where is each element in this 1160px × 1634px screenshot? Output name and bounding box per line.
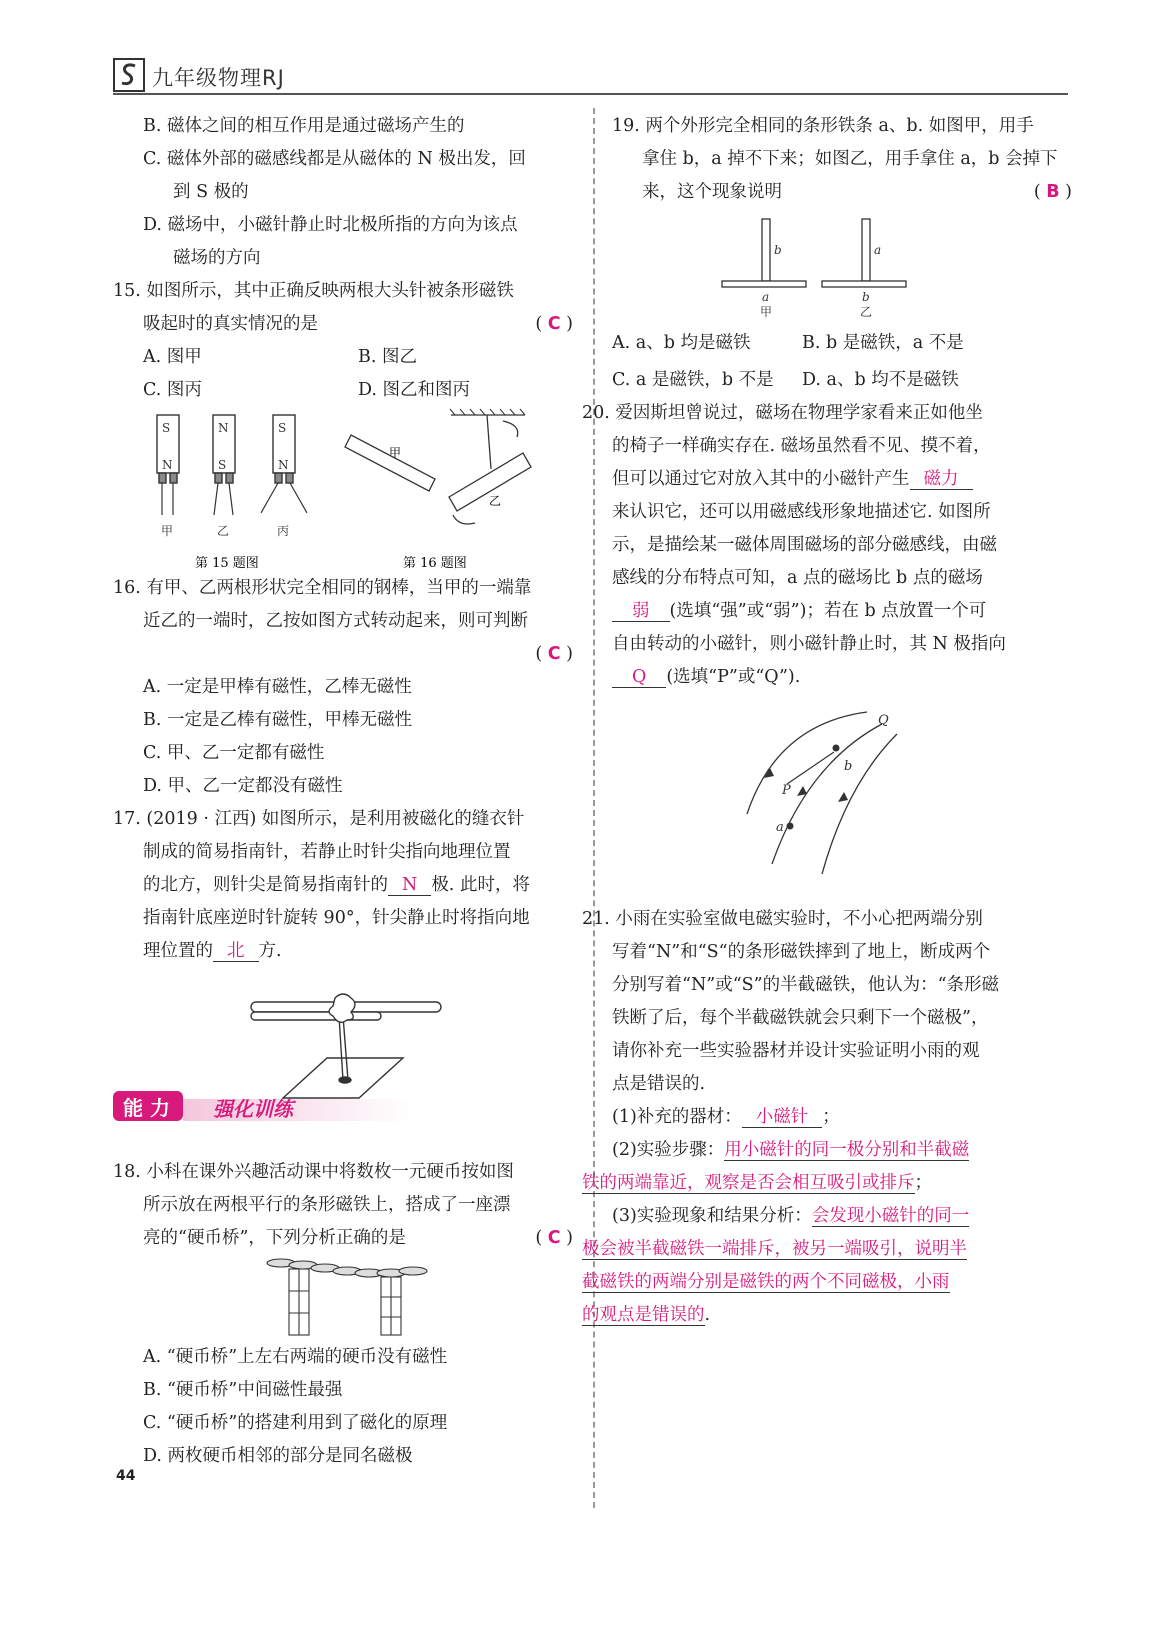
q21-part3-label: (3)实验现象和结果分析： — [612, 1206, 812, 1226]
q15-stem-text: 吸起时的真实情况的是 — [143, 314, 318, 334]
q17-blank2: 北 — [213, 941, 259, 962]
q15-options-row2 — [113, 374, 573, 407]
q21-part3-answer-3: 截磁铁的两端分别是磁铁的两个不同磁极，小雨 — [582, 1272, 950, 1292]
banner-label-b: 强化训练 — [213, 1097, 293, 1121]
fig15-caption: 第 15 题图 — [195, 556, 259, 571]
q17-line2: 制成的简易指南针，若静止时针尖指向地理位置 — [143, 842, 511, 862]
fig19-label-yi: 乙 — [860, 305, 873, 319]
q20-line1: 20. 爱因斯坦曾说过，磁场在物理学家看来正如他坐 — [582, 403, 983, 423]
q21-part3-answer-4: 的观点是错误的 — [582, 1305, 705, 1325]
q16-option-b: B. 一定是乙棒有磁性，甲棒无磁性 — [143, 710, 412, 730]
q16-answer: C — [547, 644, 561, 664]
q21-line3: 分别写着“N”或“S”的半截磁铁，他认为：“条形磁 — [612, 975, 1000, 995]
q20-line5: 示，是描绘某一磁体周围磁场的部分磁感线，由磁 — [612, 535, 997, 555]
q19-answer-paren: ( B ) — [1033, 182, 1072, 202]
q16-option-d: D. 甲、乙一定都没有磁性 — [143, 776, 343, 796]
q21-line5: 请你补充一些实验器材并设计实验证明小雨的观 — [612, 1041, 980, 1061]
q17-line3-text-b: 极. 此时，将 — [431, 875, 530, 895]
q19-stem-text: 来，这个现象说明 — [642, 182, 782, 202]
publisher-logo-icon — [113, 58, 145, 92]
q20-line6: 感线的分布特点可知，a 点的磁场比 b 点的磁场 — [612, 568, 983, 588]
q20-line7-text: (选填“强”或“弱”)；若在 b 点放置一个可 — [669, 601, 987, 621]
q17-line5 — [113, 935, 573, 968]
q20-line3 — [612, 463, 1072, 496]
fig19-yi-horizontal-label: b — [862, 290, 870, 304]
q18-answer: C — [547, 1228, 561, 1248]
q17-blank1: N — [388, 875, 431, 896]
q21-part1-end: ； — [822, 1107, 840, 1127]
fig15-magnets-diagram — [113, 407, 573, 572]
q16-stem-line1: 16. 有甲、乙两根形状完全相同的钢棒，当甲的一端靠 — [113, 578, 532, 598]
q21-part2-line1 — [612, 1134, 1072, 1167]
q19-option-b: B. b 是磁铁，a 不是 — [802, 333, 964, 353]
q19-option-d: D. a、b 均不是磁铁 — [802, 370, 959, 390]
q14-option-b: B. 磁体之间的相互作用是通过磁场产生的 — [143, 116, 465, 136]
q15-stem-line2 — [113, 308, 573, 341]
q16-option-c: C. 甲、乙一定都有磁性 — [143, 743, 325, 763]
q21-part1 — [612, 1101, 1072, 1134]
fig19-label-jia: 甲 — [760, 305, 773, 319]
q19-option-a: A. a、b 均是磁铁 — [612, 333, 751, 353]
fig19-yi-vertical-label: a — [874, 243, 882, 257]
fig16-label-yi: 乙 — [489, 494, 502, 508]
q21-part1-answer: 小磁针 — [742, 1107, 823, 1128]
fig16-caption: 第 16 题图 — [403, 556, 467, 571]
fig18-coin-bridge-area — [113, 1255, 573, 1341]
fig20-label-Q: Q — [878, 713, 889, 728]
left-column — [113, 110, 573, 1473]
q16-stem-line2: 近乙的一端时，乙按如图方式转动起来，则可判断 — [143, 611, 528, 631]
q19-stem-line1: 19. 两个外形完全相同的条形铁条 a、b. 如图甲，用手 — [612, 116, 1034, 136]
fig20-field-lines-diagram — [612, 694, 1072, 879]
fig15-magnet3-bottom: N — [278, 458, 289, 472]
fig20-label-a: a — [776, 820, 784, 835]
q21-part2-answer-1: 用小磁针的同一极分别和半截磁 — [724, 1140, 970, 1160]
fig15-magnet3-top: S — [278, 421, 287, 435]
section-banner — [113, 1087, 413, 1125]
q14-option-c: C. 磁体外部的磁感线都是从磁体的 N 极出发，回 — [143, 149, 526, 169]
q15-option-d: D. 图乙和图丙 — [358, 380, 471, 400]
q14-option-c-cont: 到 S 极的 — [173, 182, 249, 202]
q15-answer: C — [547, 314, 561, 334]
q20-line2: 的椅子一样确实存在. 磁场虽然看不见、摸不着， — [612, 436, 991, 456]
q19-answer: B — [1046, 182, 1060, 202]
q18-option-b: B. “硬币桥”中间磁性最强 — [143, 1380, 343, 1400]
q17-line3-text: 的北方，则针尖是简易指南针的 — [143, 875, 388, 895]
right-column — [582, 110, 1072, 1332]
q20-line4: 来认识它，还可以用磁感线形象地描述它. 如图所 — [612, 502, 991, 522]
q18-option-d: D. 两枚硬币相邻的部分是同名磁极 — [143, 1446, 413, 1466]
q19-options-row2 — [612, 364, 1072, 397]
q14-option-d: D. 磁场中，小磁针静止时北极所指的方向为该点 — [143, 215, 518, 235]
q17-line5-text-b: 方. — [258, 941, 282, 961]
q21-part3-line3 — [582, 1266, 1072, 1299]
fig20-label-b: b — [844, 759, 853, 774]
fig16-label-jia: 甲 — [389, 446, 402, 460]
q17-line4: 指南针底座逆时针旋转 90°，针尖静止时将指向地 — [143, 908, 530, 928]
fig15-magnet2-bottom: S — [218, 458, 227, 472]
q15-option-a: A. 图甲 — [143, 347, 202, 367]
q20-line7 — [612, 595, 1072, 628]
q20-line3-text: 但可以通过它对放入其中的小磁针产生 — [612, 469, 910, 489]
q15-answer-paren: ( C ) — [535, 314, 573, 334]
fig15-magnet1-bottom: N — [162, 458, 173, 472]
fig15-magnet1-top: S — [162, 421, 171, 435]
fig20-area — [612, 694, 1072, 879]
q20-line8: 自由转动的小磁针，则小磁针静止时，其 N 极指向 — [612, 634, 1006, 654]
q20-blank1: 磁力 — [910, 469, 973, 490]
q21-part3-line2 — [582, 1233, 1072, 1266]
header-rule — [113, 93, 1068, 95]
fig18-coin-bridge-diagram — [113, 1255, 573, 1341]
q21-line1: 21. 小雨在实验室做电磁实验时，不小心把两端分别 — [582, 909, 983, 929]
q17-line5-text: 理位置的 — [143, 941, 213, 961]
q18-stem-line2: 所示放在两根平行的条形磁铁上，搭成了一座漂 — [143, 1195, 511, 1215]
fig19-jia-vertical-label: b — [774, 243, 782, 257]
q20-line9-text: (选填“P”或“Q”). — [666, 667, 801, 687]
fig19-jia-horizontal-label: a — [762, 290, 770, 304]
fig19-iron-bars-diagram — [612, 209, 1072, 327]
q20-line9 — [612, 661, 1072, 694]
page-number: 44 — [116, 1468, 136, 1484]
q21-line2: 写着“N”和“S“的条形磁铁摔到了地上，断成两个 — [612, 942, 991, 962]
q19-stem-line3 — [612, 176, 1072, 209]
q17-line3 — [113, 869, 573, 902]
q18-stem-text: 亮的“硬币桥”，下列分析正确的是 — [143, 1228, 406, 1248]
q16-answer-paren: ( C ) — [535, 644, 573, 664]
q21-part2-end: ； — [914, 1173, 932, 1193]
q14-option-d-cont: 磁场的方向 — [173, 248, 261, 268]
q16-option-a: A. 一定是甲棒有磁性，乙棒无磁性 — [143, 677, 412, 697]
fig15-magnet2-top: N — [218, 421, 229, 435]
banner-label-a: 能 力 — [123, 1096, 170, 1120]
q21-part3-answer-1: 会发现小磁针的同一 — [811, 1206, 970, 1226]
q21-part3-line4 — [582, 1299, 1072, 1332]
q21-line6: 点是错误的. — [612, 1074, 706, 1094]
q18-stem-line1: 18. 小科在课外兴趣活动课中将数枚一元硬币按如图 — [113, 1162, 514, 1182]
q20-blank3: Q — [612, 667, 666, 688]
q15-option-c: C. 图丙 — [143, 380, 202, 400]
q18-answer-paren: ( C ) — [535, 1228, 573, 1248]
fig20-label-P: P — [782, 783, 791, 798]
q21-part2-answer-2: 铁的两端靠近，观察是否会相互吸引或排斥 — [582, 1173, 915, 1193]
q19-stem-line2: 拿住 b，a 掉不下来；如图乙，用手拿住 a，b 会掉下 — [642, 149, 1058, 169]
q19-options-row1 — [612, 327, 1072, 360]
fig15-label-jia: 甲 — [161, 524, 174, 538]
q18-option-c: C. “硬币桥”的搭建利用到了磁化的原理 — [143, 1413, 448, 1433]
q21-part3-answer-2: 极会被半截磁铁一端排斥，被另一端吸引，说明半 — [582, 1239, 967, 1259]
q21-part3-end: . — [704, 1305, 711, 1325]
q21-part1-label: (1)补充的器材： — [612, 1107, 742, 1127]
book-title: 九年级物理RJ — [152, 66, 285, 90]
fig15-label-yi: 乙 — [217, 524, 230, 538]
q15-option-b: B. 图乙 — [358, 347, 417, 367]
q20-blank2: 弱 — [612, 601, 670, 622]
q21-part2-line2 — [582, 1167, 1072, 1200]
fig15-label-bing: 丙 — [277, 524, 290, 538]
q21-part2-label: (2)实验步骤： — [612, 1140, 725, 1160]
fig19-area — [612, 209, 1072, 327]
q18-option-a: A. “硬币桥”上左右两端的硬币没有磁性 — [143, 1347, 448, 1367]
q18-stem-line3 — [113, 1222, 573, 1255]
q15-options-row1 — [113, 341, 573, 374]
q17-line1: 17. (2019 · 江西) 如图所示，是利用被磁化的缝衣针 — [113, 809, 525, 829]
q15-stem-line1: 15. 如图所示，其中正确反映两根大头针被条形磁铁 — [113, 281, 514, 301]
q19-option-c: C. a 是磁铁，b 不是 — [612, 370, 774, 390]
fig15-16-area — [113, 407, 573, 572]
q21-line4: 铁断了后，每个半截磁铁就会只剩下一个磁极”， — [612, 1008, 989, 1028]
q21-part3-line1 — [612, 1200, 1072, 1233]
